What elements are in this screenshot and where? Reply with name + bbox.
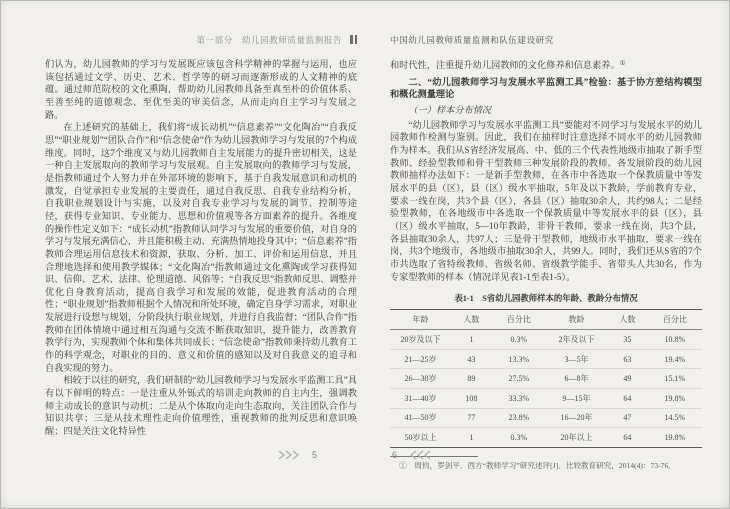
- paragraph: 们认为，幼儿园教师的学习与发展既应该包含科学精神的掌握与运用，也应该包括通过文学、历史、艺术、哲学等的研习而逐渐形成的人文精神的底蕴。通过师范院校的文化熏陶，帮助幼儿园教师具备至真至朴的价值体系、至善至纯的道德观念、至优至美的审美信念，从而走向自主学习与发展之路。: [45, 59, 357, 120]
- table-header-row: [390, 310, 702, 330]
- page-left: [45, 1, 357, 508]
- table-cell: 16—20年: [546, 408, 607, 428]
- page-number: 5: [311, 450, 317, 460]
- table-cell: 33.3%: [492, 388, 546, 408]
- right-body-text: [390, 58, 702, 471]
- table-row: [390, 330, 702, 350]
- table-cell: 14.5%: [648, 408, 702, 428]
- column-header: 人数: [607, 310, 648, 330]
- section-heading: 二、“幼儿园教师学习与发展水平监测工具”检验：基于协方差结构模型和概化测量理论: [390, 76, 702, 100]
- column-header: 年龄: [390, 310, 451, 330]
- table-cell: 63: [607, 349, 648, 369]
- running-head-left-text: 第一部分 幼儿园教师质量监测报告: [196, 35, 342, 45]
- table-cell: 49: [607, 369, 648, 389]
- table-cell: 19.8%: [664, 432, 686, 442]
- table-cell: 19.4%: [648, 349, 702, 369]
- table-cell: 47: [607, 408, 648, 428]
- table-cell: 20年以上: [560, 432, 593, 442]
- table-cell: 19.8%: [648, 388, 702, 408]
- page-footer-right: [392, 450, 431, 460]
- footnote-area: [390, 456, 702, 472]
- page-number: 6: [392, 450, 398, 460]
- footnote-text: ① 周钧，罗剑平．西方“教师学习”研究述评[J]．比较教育研究，2014(4)：73-76．: [399, 460, 676, 470]
- chevrons-right-icon: [278, 450, 305, 460]
- table-cell: 13.3%: [492, 349, 546, 369]
- table-cell: 6—8年: [546, 369, 607, 389]
- table-cell: 50岁以上: [404, 432, 437, 442]
- table-cell: 2年及以下: [546, 330, 607, 350]
- table-cell: 77: [451, 408, 492, 428]
- table-cell: 89: [451, 369, 492, 389]
- left-body-text: [45, 58, 357, 438]
- table-cell: 15.1%: [648, 369, 702, 389]
- table-cell: 26—30岁: [390, 369, 451, 389]
- table-cell: 43: [451, 349, 492, 369]
- sample-distribution-table: [390, 309, 702, 448]
- table-cell: 27.5%: [492, 369, 546, 389]
- table-row: [390, 408, 702, 428]
- table-cell: 10.8%: [648, 330, 702, 350]
- table-row: [390, 369, 702, 389]
- table-cell: 1: [451, 330, 492, 350]
- running-head-left: [45, 34, 357, 46]
- table-row: [390, 428, 702, 448]
- table-cell: 64: [623, 432, 632, 442]
- page-right: [390, 1, 702, 508]
- table-cell: 41—50岁: [390, 408, 451, 428]
- sub-heading: （一）样本分布情况: [408, 104, 492, 115]
- table-cell: 0.3%: [510, 432, 528, 442]
- table-row: [390, 349, 702, 369]
- paragraph: “幼儿园教师学习与发展水平监测工具”要能对不同学习与发展水平的幼儿园教师作检测与鉴别。因此，我们在抽样时注意选择不同水平的幼儿园教师作为样本。我们从S省经济发展高、中、低的三个代表性地级市抽取了新手型教师、经验型教师和骨干型教师三种发展阶段的教师。各发展阶段的幼儿园教师抽样办法如下：一是新手型教师，在各市中各选取一个保教质量中等发展水平的县（区），县（区）级水平抽取，5年及以下教龄，学前教育专业，要求一线在岗，共3个县（区），各县（区）抽取30余人，共约98人；二是经验型教师，在各地级市中各选取一个保教质量中等发展水平的县（区），县（区）级水平抽取，5—10年教龄，非骨干教师，要求一线在岗，共3个县，各县抽取30余人，共97人；三是骨干型教师，地级市水平抽取，要求一线在岗，共3个地级市，各地级市抽取30余人，共99人。同时，我们还从S省的7个市共选取了省特级教师、省级名师、省级教学能手、省带头人共30名，作为专家型教师的样本（情况详见表1-1至表1-5）。: [390, 119, 702, 282]
- table-row: [390, 388, 702, 408]
- paragraph: 在上述研究的基础上，我们将“成长动机”“信息素养”“文化陶冶”“自我反思”“职业规划”“团队合作”和“信念使命”作为幼儿园教师学习与发展的7个构成维度。同时，这7个维度又与幼儿园教师自主发展能力的提升密切相关，这是一种自主发展取向的教师学习与发展观。自主发展取向的教师学习与发展，是指教师通过个人努力并在外部环境的影响下，基于自我发展意识和动机的激发，自觉承担专业发展的主要责任，通过自我反思、自我专业结构分析，自我职业规划设计与实施，以及对自我专业学习与发展的调节、控制等途径，获得专业知识、专业能力、思想和价值观等各方面素养的提升。各维度的操作性定义如下：“成长动机”指教师认同学习与发展的重要价值，对自身的学习与发展充满信心，并且能积极主动、充满热情地投身其中；“信息素养”指教师合理运用信息技术和资源，获取、分析、加工、评价和运用信息，并且合理地选择和使用教学媒体；“文化陶冶”指教师通过文化熏陶或学习获得知识、信仰、艺术、法律、伦理道德、风俗等；“自我反思”指教师反思、调整并优化自身教育活动，提高自我学习和发展的效能，促进教育活动的合理性；“职业规划”指教师根据个人情况和所处环境，确定自身学习需求，对职业发展进行设想与规划，分阶段执行职业规划，并进行自我监督；“团队合作”指教师在团体情境中通过相互沟通与交流不断获取知识，提升能力，改善教育教学行为，实现教师个体和集体共同成长；“信念使命”指教师秉持幼儿教育工作的科学观念，对职业的目的、意义和价值的感知以及对自我意义的追寻和自我实现的努力。: [45, 122, 357, 373]
- page-footer-left: [278, 450, 317, 460]
- table-cell: 0.3%: [492, 330, 546, 350]
- table-cell: 21—25岁: [390, 349, 451, 369]
- chevrons-left-icon: [404, 450, 431, 460]
- section-marker-bars-icon: [348, 35, 357, 46]
- column-header: 百分比: [492, 310, 546, 330]
- paragraph: 相较于以往的研究，我们研制的“幼儿园教师学习与发展水平监测工具”具有以下鲜明的特点：一是注重从外铄式的培训走向教师的自主内生，强调教师主动成长的意识与动机；二是从个体取向走向生态取向，关注团队合作与知识共享；三是从技术理性走向价值理性，重视教师的批判反思和意识唤醒；四是关注文化特异性: [45, 375, 357, 437]
- running-head-right-text: 中国幼儿园教师质量监测和队伍建设研究: [390, 35, 554, 45]
- table-cell: 20岁及以下: [390, 330, 451, 350]
- table-cell: 1: [469, 432, 474, 442]
- column-header: 百分比: [648, 310, 702, 330]
- table-cell: 9—15年: [546, 388, 607, 408]
- column-header: 教龄: [546, 310, 607, 330]
- table-cell: 64: [607, 388, 648, 408]
- table-cell: 108: [451, 388, 492, 408]
- footnote-reference: ①: [619, 60, 626, 67]
- paragraph: 和时代性，注重提升幼儿园教师的文化修养和信息素养。①: [390, 60, 626, 70]
- table-cell: 3—5年: [546, 349, 607, 369]
- column-header: 人数: [451, 310, 492, 330]
- table-cell: 31—40岁: [390, 388, 451, 408]
- table-caption: 表1-1 S省幼儿园教师样本的年龄、教龄分布情况: [454, 294, 638, 304]
- table-cell: 23.8%: [492, 408, 546, 428]
- table-cell: 35: [607, 330, 648, 350]
- running-head-right: [390, 34, 702, 46]
